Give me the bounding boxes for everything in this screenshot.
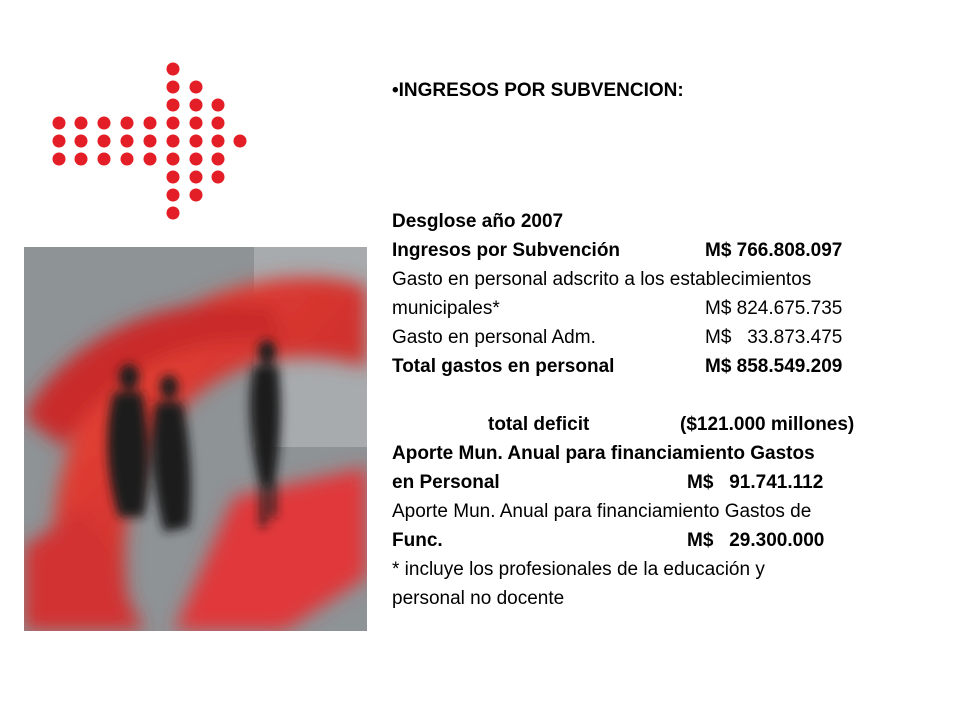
line-value: ($121.000 millones) xyxy=(680,414,855,435)
line-label: Aporte Mun. Anual para financiamiento Gastos de xyxy=(392,501,812,522)
arrow-dot xyxy=(167,63,180,76)
arrow-dot xyxy=(98,117,111,130)
income-breakdown xyxy=(392,207,952,613)
arrow-dot xyxy=(212,171,225,184)
arrow-dot xyxy=(167,189,180,202)
arrow-dot xyxy=(144,135,157,148)
breakdown-line xyxy=(392,207,952,236)
line-value: M$ 858.549.209 xyxy=(705,356,843,377)
arrow-dot xyxy=(190,135,203,148)
line-label: Total gastos en personal xyxy=(392,356,615,377)
arrow-dot xyxy=(144,153,157,166)
arrow-dot xyxy=(190,117,203,130)
arrow-dot xyxy=(75,153,88,166)
breakdown-line xyxy=(392,294,952,323)
line-label: * incluye los profesionales de la educación y xyxy=(392,559,765,580)
arrow-dot xyxy=(190,99,203,112)
breakdown-line xyxy=(392,352,952,381)
line-label: Ingresos por Subvención xyxy=(392,240,621,261)
line-value: M$ 766.808.097 xyxy=(705,240,843,261)
line-label: Gasto en personal adscrito a los establecimientos xyxy=(392,269,812,290)
arrow-dot xyxy=(190,153,203,166)
line-label: Aporte Mun. Anual para financiamiento Gastos xyxy=(392,443,815,464)
arrow-dot xyxy=(53,153,66,166)
slide-heading: •INGRESOS POR SUBVENCION: xyxy=(392,80,684,101)
arrow-dot xyxy=(234,135,247,148)
dotted-arrow-icon xyxy=(40,55,250,220)
arrow-dot xyxy=(190,81,203,94)
arrow-dot xyxy=(190,171,203,184)
breakdown-line xyxy=(392,323,952,352)
breakdown-line xyxy=(392,468,952,497)
line-label: Desglose año 2007 xyxy=(392,211,564,232)
arrow-dot xyxy=(167,81,180,94)
people-walking-photo xyxy=(24,247,367,631)
line-label: personal no docente xyxy=(392,588,565,609)
line-label: en Personal xyxy=(392,472,500,493)
arrow-dot xyxy=(212,117,225,130)
line-label: Func. xyxy=(392,530,443,551)
breakdown-line xyxy=(392,381,952,410)
line-value: M$ 91.741.112 xyxy=(687,472,824,493)
arrow-dot xyxy=(190,189,203,202)
line-value: M$ 824.675.735 xyxy=(705,298,843,319)
arrow-dot xyxy=(121,135,134,148)
arrow-dot xyxy=(167,99,180,112)
breakdown-line xyxy=(392,265,952,294)
arrow-dot xyxy=(121,117,134,130)
arrow-dot xyxy=(212,99,225,112)
breakdown-line xyxy=(392,236,952,265)
line-label: municipales* xyxy=(392,298,500,319)
breakdown-line xyxy=(392,555,952,584)
line-label: Gasto en personal Adm. xyxy=(392,327,596,348)
arrow-dot xyxy=(167,207,180,220)
arrow-dot xyxy=(98,135,111,148)
arrow-dot xyxy=(75,135,88,148)
arrow-dot xyxy=(98,153,111,166)
breakdown-line xyxy=(392,410,952,439)
breakdown-line xyxy=(392,497,952,526)
arrow-dot xyxy=(53,135,66,148)
arrow-dot xyxy=(75,117,88,130)
arrow-dot xyxy=(121,153,134,166)
arrow-dot xyxy=(167,171,180,184)
line-value: M$ 29.300.000 xyxy=(687,530,825,551)
line-label: total deficit xyxy=(488,414,590,435)
arrow-dot xyxy=(144,117,157,130)
line-value: M$ 33.873.475 xyxy=(705,327,843,348)
arrow-dot xyxy=(212,153,225,166)
breakdown-line xyxy=(392,526,952,555)
breakdown-line xyxy=(392,584,952,613)
arrow-dot xyxy=(167,153,180,166)
arrow-dot xyxy=(53,117,66,130)
breakdown-line xyxy=(392,439,952,468)
arrow-dot xyxy=(212,135,225,148)
arrow-dot xyxy=(167,117,180,130)
arrow-dot xyxy=(167,135,180,148)
